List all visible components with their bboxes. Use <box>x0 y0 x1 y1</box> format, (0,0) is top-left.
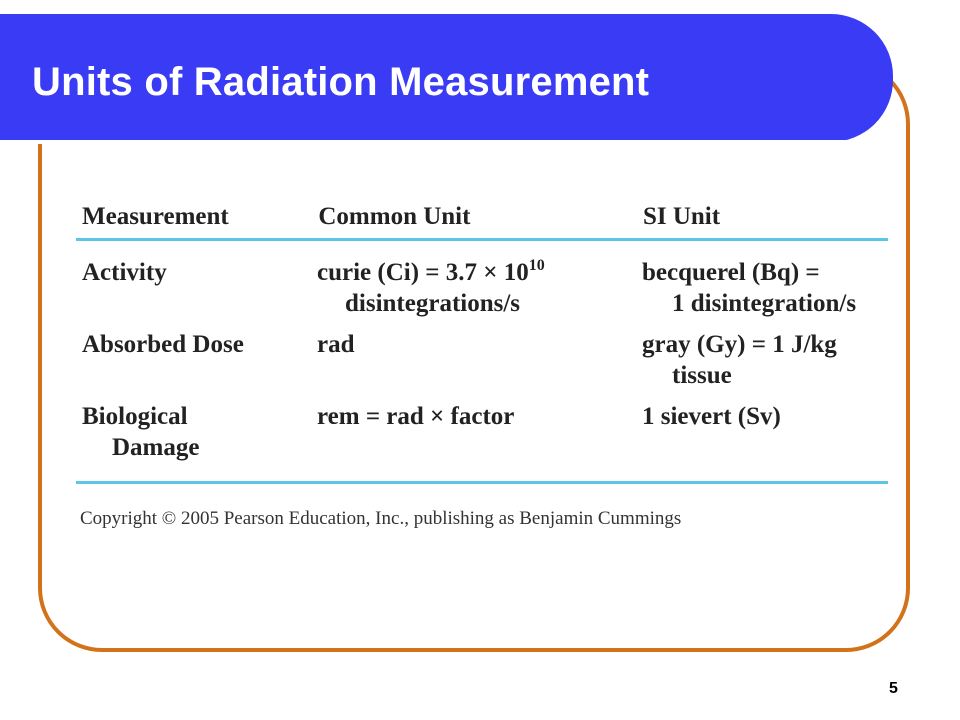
si-unit-line: tissue <box>672 362 732 389</box>
exponent: 10 <box>528 257 545 274</box>
page-number: 5 <box>889 680 898 697</box>
common-unit-line: rem = rad × factor <box>317 403 515 430</box>
common-unit-line: rad <box>317 331 355 358</box>
header-common-unit: Common Unit <box>318 203 471 230</box>
si-unit-line: 1 sievert (Sv) <box>642 403 781 430</box>
radiation-units-table <box>76 196 888 484</box>
header-si-unit: SI Unit <box>642 203 721 230</box>
table-row <box>76 401 888 463</box>
table-top-rule <box>76 238 888 241</box>
si-unit-cell <box>636 401 886 463</box>
si-unit-line: gray (Gy) = 1 J/kg <box>642 331 837 358</box>
title-underline <box>0 140 848 144</box>
common-unit-line <box>317 257 636 288</box>
measurement-label: Damage <box>112 434 200 461</box>
measurement-label: Biological <box>82 403 188 430</box>
measurement-label: Activity <box>82 259 167 286</box>
table-row <box>76 257 888 319</box>
measurement-cell <box>76 401 311 463</box>
header-measurement: Measurement <box>82 203 229 230</box>
common-unit-cell <box>311 401 636 463</box>
si-unit-line: becquerel (Bq) = <box>642 259 820 286</box>
si-unit-line: 1 disintegration/s <box>672 290 857 317</box>
table-bottom-rule <box>76 481 888 484</box>
slide-title: Units of Radiation Measurement <box>32 60 650 104</box>
common-unit-text: curie (Ci) = 3.7 × 10 <box>317 259 529 286</box>
copyright-notice: Copyright © 2005 Pearson Education, Inc., publishing as Benjamin Cummings <box>80 508 682 529</box>
title-bar <box>0 14 893 142</box>
measurement-cell <box>76 257 311 319</box>
measurement-label: Absorbed Dose <box>82 331 244 358</box>
table-row <box>76 329 888 391</box>
si-unit-cell <box>636 257 886 319</box>
common-unit-line: disintegrations/s <box>345 290 521 317</box>
common-unit-cell <box>311 329 636 391</box>
measurement-cell <box>76 329 311 391</box>
common-unit-cell <box>311 257 636 319</box>
si-unit-cell <box>636 329 886 391</box>
table-header-row <box>76 196 888 238</box>
